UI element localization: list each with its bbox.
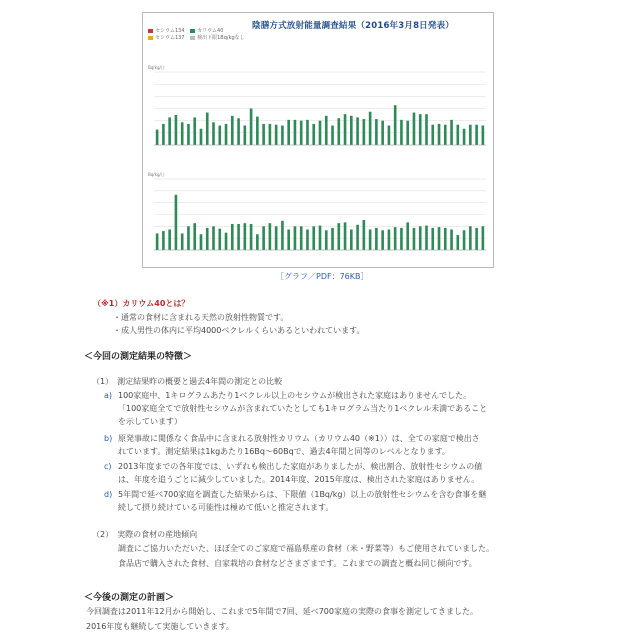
sub-a-line-1: 100家庭中、1キログラムあたり1ベクレル以上のセシウムが検出された家庭はありませんでした。 [118, 391, 472, 400]
section2-line-1: 今回調査は2011年12月から開始し、これまで5年間で7回、延べ700家庭の実際の食事を測定してきました。 [86, 607, 478, 616]
top-panel-bar [281, 126, 284, 145]
bottom-panel-bar [275, 226, 278, 250]
top-panel-bar [469, 125, 472, 145]
note-title: （※1）カリウム40とは？ [93, 299, 190, 308]
top-panel-bar [413, 113, 416, 145]
bottom-panel-bar [350, 229, 353, 250]
item2-line-2: 食品店で購入された食材、自家栽培の食材などさまざまです。これまでの調査と概ね同じ傾向です。 [118, 559, 477, 568]
top-panel-bar [193, 117, 196, 145]
bottom-panel-bar [300, 226, 303, 250]
bottom-panel-bar [375, 228, 378, 250]
bottom-panel-bar [294, 226, 297, 250]
top-panel-bar [337, 118, 340, 145]
top-panel-bar [306, 120, 309, 145]
item2-line-1: 調査にご協力いただいた、ほぼ全てのご家庭で福島県産の食材（米・野菜等）もご使用されていました。 [118, 544, 494, 553]
top-panel-bar [331, 126, 334, 145]
legend-label-k40: カリウム40 [197, 28, 224, 34]
bottom-panel-bar [244, 223, 247, 250]
top-panel-bar [262, 124, 265, 145]
top-panel-bar [212, 122, 215, 145]
top-panel-bar [369, 112, 372, 145]
bottom-panel-bar [287, 229, 290, 250]
top-panel-y-label: Bq/kg/日 [148, 65, 165, 70]
bottom-panel-bar [356, 225, 359, 250]
bottom-panel-bar [331, 228, 334, 250]
sub-b-line-2: れています。測定結果は1kgあたり16Bq～60Bqで、過去4年間と同等のレベルとなります。 [118, 447, 450, 456]
item2-title: （2） 実際の食材の産地傾向 [92, 530, 198, 539]
top-panel-bar [206, 113, 209, 145]
top-panel-bar [444, 125, 447, 145]
bottom-panel-bar [312, 226, 315, 250]
top-panel-bar [406, 121, 409, 145]
bottom-panel-bar [181, 233, 184, 250]
top-panel-bar [375, 119, 378, 145]
sub-b-marker: b) [104, 434, 113, 443]
top-panel-bar [363, 119, 366, 145]
legend-label-cs134: セシウム134 [155, 28, 185, 34]
section2-line-2: 2016年度も継続して実施していきます。 [86, 622, 234, 631]
bottom-panel-bar [456, 235, 459, 250]
bottom-panel-bar [193, 223, 196, 250]
bottom-panel-bar [444, 228, 447, 250]
top-panel-bar [431, 125, 434, 145]
top-panel-bar [300, 121, 303, 145]
sub-d-line-2: 続して摂り続けている可能性は極めて低いと推定されます。 [118, 503, 334, 512]
chart-svg [142, 12, 494, 268]
bottom-panel-bar [250, 224, 253, 250]
bottom-panel-bar [482, 226, 485, 250]
bottom-panel-bar [475, 228, 478, 250]
top-panel-bar [344, 114, 347, 145]
top-panel-bar [325, 116, 328, 145]
top-panel-bar [256, 117, 259, 145]
top-panel-bar [287, 120, 290, 145]
bottom-panel-bar [394, 227, 397, 250]
top-panel-bar [394, 105, 397, 145]
bottom-panel-bar [388, 229, 391, 250]
bottom-panel-bar [218, 229, 221, 250]
section1-heading: ＜今回の測定結果の特徴＞ [84, 352, 193, 362]
top-panel-bar [381, 121, 384, 145]
top-panel-bar [482, 126, 485, 145]
bottom-panel-bar [162, 231, 165, 250]
bottom-panel-bar [344, 222, 347, 250]
bottom-panel-bar [413, 228, 416, 250]
bottom-panel-bar [406, 222, 409, 250]
sub-a-line-2: 「100家庭全てで放射性セシウムが含まれていたとしても1キログラム当たり1ベクレル未満であること [118, 404, 488, 413]
sub-c-line-1: 2013年度までの各年度では、いずれも検出した家庭がありましたが、検出割合、放射性セシウムの値 [118, 462, 483, 471]
bottom-panel-bar [175, 195, 178, 250]
top-panel-bar [475, 125, 478, 145]
bottom-panel-bar [325, 230, 328, 250]
top-panel-bar [156, 130, 159, 145]
section2-heading: ＜今後の測定の計画＞ [84, 593, 175, 603]
top-panel-bar [356, 117, 359, 145]
bottom-panel-bar [381, 230, 384, 250]
top-panel-bar [463, 129, 466, 145]
graph-pdf-link[interactable]: ［グラフ／PDF：76KB］ [276, 272, 369, 281]
top-panel-bar [269, 124, 272, 145]
bottom-panel-bar [463, 230, 466, 250]
top-panel-bar [181, 122, 184, 145]
bottom-panel-bar [237, 224, 240, 250]
bottom-panel-bar [212, 226, 215, 250]
bottom-panel-bar [269, 223, 272, 250]
bottom-panel-bar [400, 228, 403, 250]
bottom-panel [148, 171, 486, 250]
bottom-panel-bar [231, 224, 234, 250]
top-panel-bar [400, 120, 403, 145]
top-panel-bar [237, 118, 240, 145]
top-panel-bar [218, 126, 221, 145]
bottom-panel-bar [419, 226, 422, 250]
bottom-panel-bar [438, 227, 441, 250]
top-panel-bar [419, 114, 422, 145]
bottom-panel-bar [256, 234, 259, 250]
top-panel-bar [231, 116, 234, 145]
note-line-2: ・成人男性の体内に平均4000ベクレルくらいあるといわれています。 [113, 326, 365, 335]
top-panel-bar [319, 121, 322, 145]
bottom-panel-bar [431, 228, 434, 250]
bottom-panel-bar [319, 226, 322, 250]
top-panel-bar [244, 126, 247, 145]
legend-label-cs137: セシウム137 [155, 35, 185, 41]
top-panel-bar [312, 124, 315, 145]
bottom-panel-bar [306, 229, 309, 250]
bottom-panel-bar [450, 229, 453, 250]
bottom-panel-bar [225, 233, 228, 250]
bottom-panel-bar [206, 228, 209, 250]
bottom-panel-y-label: Bq/kg/日 [148, 172, 165, 177]
top-panel-bar [456, 125, 459, 145]
sub-d-line-1: 5年間で延べ700家庭を調査した結果からは、下限値（1Bq/kg）以上の放射性セシウムを含む食事を継 [118, 490, 487, 499]
top-panel-bar [294, 120, 297, 145]
top-panel-bar [350, 116, 353, 145]
bottom-panel-bar [200, 234, 203, 250]
top-panel-bar [438, 124, 441, 145]
sub-d-marker: d) [104, 490, 113, 499]
top-panel-bar [200, 129, 203, 145]
sub-a-marker: a) [104, 391, 113, 400]
top-panel-bar [162, 124, 165, 145]
top-panel-bar [175, 115, 178, 145]
sub-c-marker: c) [104, 462, 112, 471]
note-line-1: ・通常の食材に含まれる天然の放射性物質です。 [113, 313, 289, 322]
bottom-panel-bar [281, 221, 284, 250]
top-panel-bar [450, 120, 453, 145]
bottom-panel-bar [156, 233, 159, 250]
top-panel-bar [250, 109, 253, 146]
top-panel-bar [187, 124, 190, 145]
top-panel-bar [425, 114, 428, 145]
sub-b-line-1: 原発事故に関係なく食品中に含まれる放射性カリウム（カリウム40（※1））は、全ての家庭で検出さ [118, 434, 480, 443]
bottom-panel-bar [187, 226, 190, 250]
legend-label-nd: 検出下限1Bq/kgなし [197, 35, 245, 41]
bottom-panel-bar [363, 220, 366, 250]
sub-c-line-2: は、年度を追うごとに減少していました。2014年度、2015年度は、検出された家庭はありません。 [118, 475, 480, 484]
top-panel-bar [275, 125, 278, 145]
top-panel-bar [225, 124, 228, 145]
item1-title: （1） 測定結果昨の概要と過去4年間の測定との比較 [92, 377, 283, 386]
bottom-panel-bar [337, 223, 340, 250]
sub-a-line-3: を示しています） [118, 417, 182, 426]
top-panel [148, 64, 486, 145]
chart-title: 陰膳方式放射能量調査結果（2016年3月8日発表） [252, 21, 454, 31]
top-panel-bar [168, 117, 171, 145]
top-panel-bar [388, 126, 391, 145]
bottom-panel-bar [168, 229, 171, 250]
bottom-panel-bar [262, 226, 265, 250]
bottom-panel-bar [469, 226, 472, 250]
bottom-panel-bar [369, 229, 372, 250]
bottom-panel-bar [425, 226, 428, 250]
